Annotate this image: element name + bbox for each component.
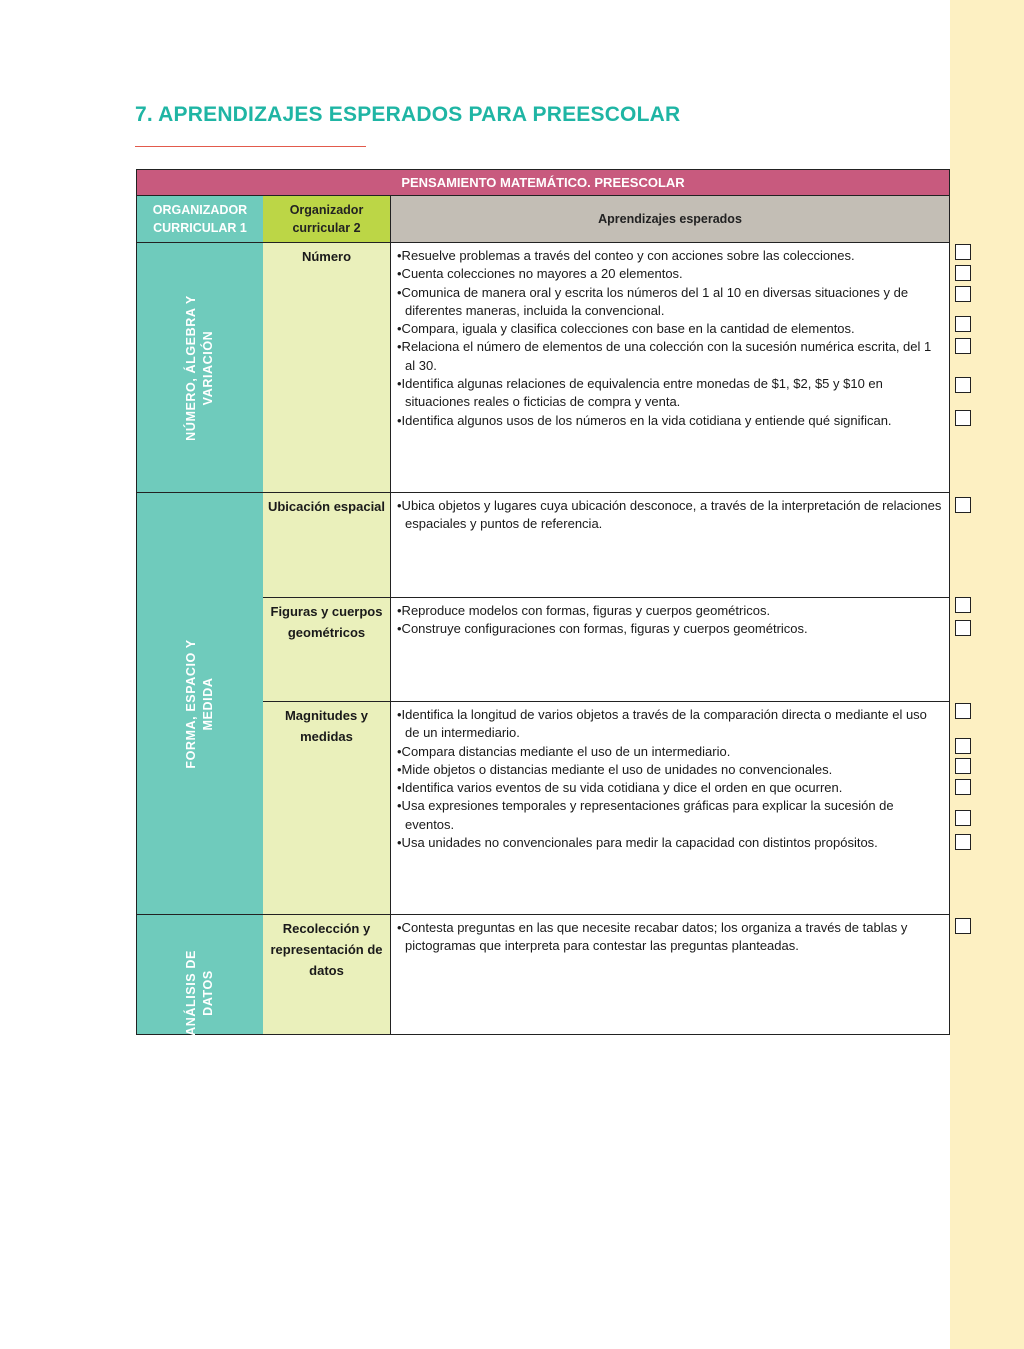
subgroup-label: Número — [263, 243, 391, 492]
side-margin-strip — [950, 0, 1024, 1349]
subgroup-row — [263, 915, 949, 1034]
title-underline — [135, 146, 366, 147]
checkbox[interactable] — [955, 265, 971, 281]
subgroup-label: Recolección y representación de datos — [263, 915, 391, 1034]
col-header-organizer-2: Organizador curricular 2 — [263, 196, 391, 242]
checkbox[interactable] — [955, 497, 971, 513]
checkbox[interactable] — [955, 410, 971, 426]
learning-item: •Relaciona el número de elementos de una colección con la sucesión numérica escrita, del 1 al 30. — [397, 339, 932, 373]
learning-item: •Cuenta colecciones no mayores a 20 elementos. — [397, 266, 683, 282]
learning-item: •Contesta preguntas en las que necesite recabar datos; los organiza a través de tablas y pictogramas que interpreta para contestar las preguntas planteadas. — [397, 920, 908, 954]
col-header-organizer-1: ORGANIZADOR CURRICULAR 1 — [137, 196, 263, 242]
group-row-numero-algebra — [137, 243, 949, 493]
checkbox[interactable] — [955, 834, 971, 850]
checkbox[interactable] — [955, 810, 971, 826]
learning-list — [391, 915, 949, 1034]
checkbox[interactable] — [955, 286, 971, 302]
group-label: FORMA, ESPACIO Y MEDIDA — [184, 638, 215, 769]
subgroup-label: Figuras y cuerpos geométricos — [263, 598, 391, 701]
group-row-analisis-datos — [137, 915, 949, 1034]
learning-item: •Compara, iguala y clasifica colecciones con base en la cantidad de elementos. — [397, 321, 855, 337]
group-label-cell — [137, 493, 263, 914]
learning-list — [391, 243, 949, 492]
column-header-row — [137, 196, 949, 243]
learning-item: •Ubica objetos y lugares cuya ubicación desconoce, a través de la interpretación de relaciones espaciales y puntos de referencia. — [397, 498, 942, 532]
learning-item: •Comunica de manera oral y escrita los números del 1 al 10 en diversas situaciones y de diferentes maneras, incluida la convencional. — [397, 284, 909, 318]
checkbox[interactable] — [955, 620, 971, 636]
table-header: PENSAMIENTO MATEMÁTICO. PREESCOLAR — [137, 170, 949, 196]
subgroup-row — [263, 702, 949, 914]
learning-list — [391, 598, 949, 701]
subgroup-row — [263, 493, 949, 598]
checkbox[interactable] — [955, 779, 971, 795]
checkbox[interactable] — [955, 918, 971, 934]
learning-item: •Usa expresiones temporales y representaciones gráficas para explicar la sucesión de eventos. — [397, 798, 894, 832]
learning-item: •Identifica la longitud de varios objetos a través de la comparación directa o mediante el uso de un intermediario. — [397, 707, 927, 741]
col-header-expected-learning: Aprendizajes esperados — [391, 196, 949, 242]
checkbox[interactable] — [955, 338, 971, 354]
learning-item: •Identifica algunas relaciones de equivalencia entre monedas de $1, $2, $5 y $10 en situaciones reales o ficticias de compra y venta. — [397, 376, 883, 410]
group-label: ANÁLISIS DE DATOS — [184, 949, 215, 1036]
checkbox[interactable] — [955, 244, 971, 260]
learning-table — [136, 169, 950, 1035]
subgroup-label: Magnitudes y medidas — [263, 702, 391, 914]
checkbox[interactable] — [955, 597, 971, 613]
page-title: 7. APRENDIZAJES ESPERADOS PARA PREESCOLAR — [135, 103, 681, 126]
learning-item: •Mide objetos o distancias mediante el uso de unidades no convencionales. — [397, 761, 833, 777]
learning-list — [391, 702, 949, 914]
checkbox[interactable] — [955, 316, 971, 332]
learning-item: •Usa unidades no convencionales para medir la capacidad con distintos propósitos. — [397, 835, 878, 851]
learning-item: •Identifica algunos usos de los números en la vida cotidiana y entiende qué significan. — [397, 412, 892, 428]
checkbox[interactable] — [955, 377, 971, 393]
learning-item: •Compara distancias mediante el uso de un intermediario. — [397, 743, 731, 759]
checkbox[interactable] — [955, 738, 971, 754]
group-row-forma-espacio — [137, 493, 949, 915]
group-label-cell — [137, 915, 263, 1034]
subgroup-row — [263, 243, 949, 492]
learning-list — [391, 493, 949, 597]
learning-item: •Construye configuraciones con formas, figuras y cuerpos geométricos. — [397, 621, 808, 637]
learning-item: •Identifica varios eventos de su vida cotidiana y dice el orden en que ocurren. — [397, 780, 843, 796]
group-label-cell — [137, 243, 263, 492]
subgroup-label: Ubicación espacial — [263, 493, 391, 597]
checkbox[interactable] — [955, 703, 971, 719]
learning-item: •Reproduce modelos con formas, figuras y cuerpos geométricos. — [397, 603, 771, 618]
group-label: NÚMERO, ÁLGEBRA Y VARIACIÓN — [184, 294, 215, 441]
checkbox[interactable] — [955, 758, 971, 774]
learning-item: •Resuelve problemas a través del conteo y con acciones sobre las colecciones. — [397, 248, 855, 263]
subgroup-row — [263, 598, 949, 702]
